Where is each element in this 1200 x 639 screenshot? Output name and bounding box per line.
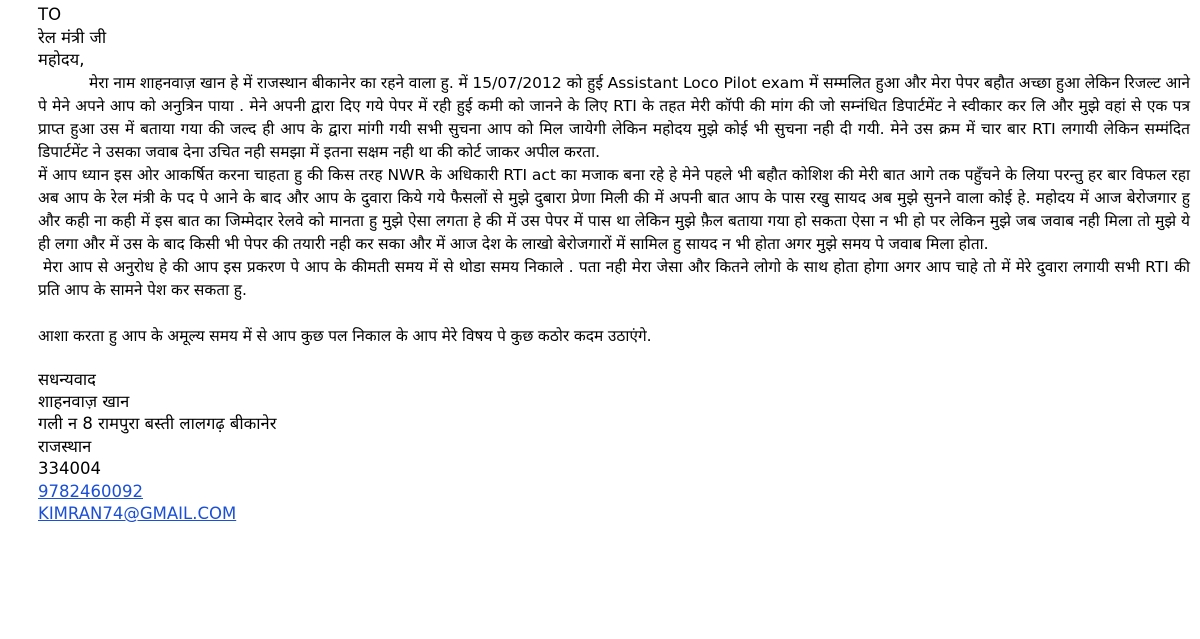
body-paragraph-4: आशा करता हु आप के अमूल्य समय में से आप कुछ पल निकाल के आप मेरे विषय पे कुछ कठोर कदम उठाएंगे. bbox=[38, 326, 652, 345]
sender-name: शाहनवाज़ खान bbox=[38, 391, 130, 411]
email-link[interactable]: KIMRAN74@GMAIL.COM bbox=[38, 503, 237, 523]
body-paragraph-2: में आप ध्यान इस ओर आकर्षित करना चाहता हु की किस तरह NWR के अधिकारी RTI act का मजाक बना रहे हे मेने पहले भी बहौत कोशिश की मेरी बात आगे तक पहुँचने के लिया परन्तु हर बार विफल रहा अब आप के रेल मंत्री के पद पे आने के बाद और आप के दुवारा किये गये फैसलों से मुझे दुबारा प्रेणा मिली की में अपनी बात आप के पास रखु सायद अब मुझे सुनने वाला कोई हे. महोदय में आज बेरोजगार हु और कही ना कही में इस बात का जिम्मेदार रेलवे को मानता हु मुझे ऐसा लगता हे की में उस पेपर में पास था लेकिन मुझे फ़ैल बताया गया हो सकता ऐसा न भी हो पर लेकिन मुझे जब जवाब नही मिला तो मुझे ये ही लगा और में उस के बाद किसी भी पेपर की तयारी नही कर सका और में आज देश के लाखो बेरोजगारों में सामिल हु सायद न भी होता अगर मुझे समय पे जवाब मिला होता. bbox=[38, 165, 1190, 253]
sender-pincode: 334004 bbox=[38, 459, 101, 479]
signature-block bbox=[38, 369, 1190, 526]
phone-link[interactable]: 9782460092 bbox=[38, 481, 143, 501]
body-paragraph-3: मेरा आप से अनुरोध हे की आप इस प्रकरण पे आप के कीमती समय में से थोडा समय निकाले . पता नही मेरा जेसा और कितने लोगो के साथ होता होगा अगर आप चाहे तो में मेरे दुवारा लगायी सभी RTI की प्रति आप के सामने पेश कर सकता हु. bbox=[38, 257, 1190, 299]
spacer bbox=[38, 348, 1190, 369]
to-heading: TO bbox=[38, 5, 62, 24]
spacer bbox=[38, 302, 1190, 325]
sender-address: गली न 8 रामपुरा बस्ती लालगढ़ बीकानेर bbox=[38, 414, 277, 434]
salutation: महोदय, bbox=[38, 50, 85, 69]
sender-state: राजस्थान bbox=[38, 436, 92, 456]
recipient: रेल मंत्री जी bbox=[38, 27, 107, 47]
closing-thanks: सधन्यवाद bbox=[38, 369, 96, 389]
letter bbox=[38, 4, 1190, 525]
body-paragraph-1: मेरा नाम शाहनवाज़ खान हे में राजस्थान बीकानेर का रहने वाला हु. में 15/07/2012 को हुई Assistant Loco Pilot exam में सम्मलित हुआ और मेरा पेपर बहौत अच्छा हुआ लेकिन रिजल्ट आने पे मेने अपने आप को अनुत्रिन पाया . मेने अपनी द्वारा दिए गये पेपर में रही हुई कमी को जानने के लिए RTI के तहत मेरी कॉपी की मांग की जो सम्नंधित डिपार्टमेंट ने स्वीकार कर लि और मुझे वहां से एक पत्र प्राप्त हुआ उस में बताया गया की जल्द ही आप के द्वारा मांगी गयी सभी सुचना आप को मिल जायेगी लेकिन महोदय मुझे कोई भी सुचना नही दी गयी. मेने उस क्रम में चार बार RTI लगायी लेकिन सम्मंदित डिपार्टमेंट ने उसका जवाब देना उचित नही समझा में इतना सक्षम नही था की कोर्ट जाकर अपील करता. bbox=[38, 73, 1190, 161]
